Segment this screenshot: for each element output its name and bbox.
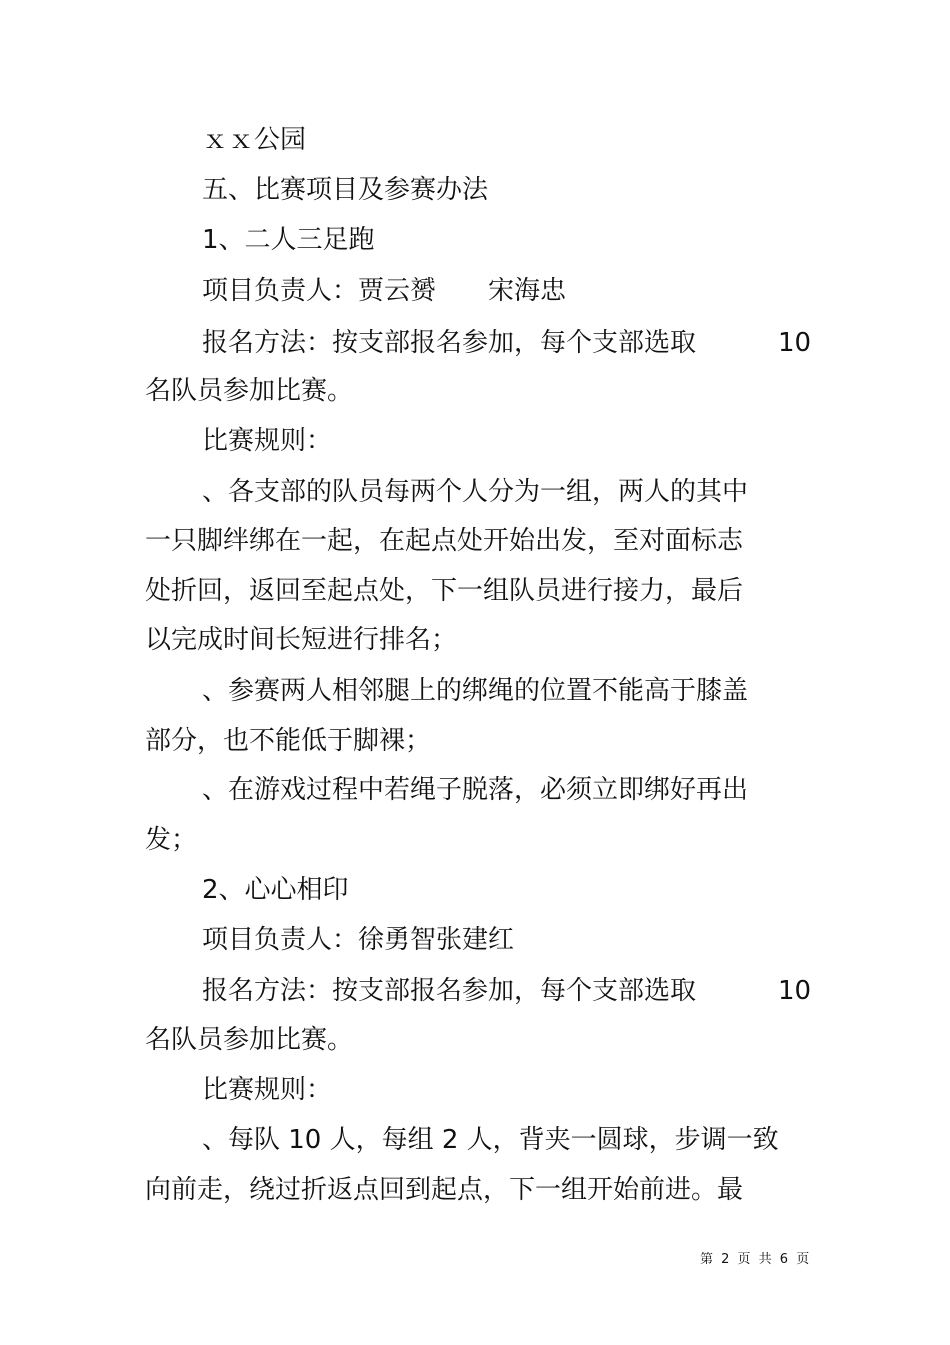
event-1-rules-heading: 比赛规则： [202,426,333,456]
venue-line: ｘｘ公园 [202,125,307,155]
event-1-rule-3-cont: 发； [145,825,198,855]
event-1-signup: 报名方法：按支部报名参加，每个支部选取 [202,328,697,358]
event-1-rule-3: 、在游戏过程中若绳子脱落，必须立即绑好再出 [202,775,749,805]
event-1-rule-1-cont: 一只脚绊绑在一起，在起点处开始出发，至对面标志 [145,526,744,556]
event-1-rule-2: 、参赛两人相邻腿上的绑绳的位置不能高于膝盖 [202,676,749,706]
event-1-title: 1、二人三足跑 [202,225,375,255]
event-2-title: 2、心心相印 [202,875,349,905]
event-2-team-size: 10 [778,976,812,1006]
event-2-signup: 报名方法：按支部报名参加，每个支部选取 [202,976,697,1006]
event-1-rule-1-cont: 处折回，返回至起点处，下一组队员进行接力，最后 [145,576,744,606]
event-2-rules-heading: 比赛规则： [202,1075,333,1105]
event-2-signup-cont: 名队员参加比赛。 [145,1025,354,1055]
event-1-signup-cont: 名队员参加比赛。 [145,376,354,406]
event-1-rule-2-cont: 部分，也不能低于脚裸； [145,726,432,756]
event-2-leaders: 项目负责人：徐勇智张建红 [202,925,515,955]
event-2-rule-1-cont: 向前走，绕过折返点回到起点，下一组开始前进。最 [145,1175,744,1205]
page-number: 第 2 页 共 6 页 [700,1252,812,1267]
event-2-rule-1: 、每队 10 人，每组 2 人，背夹一圆球，步调一致 [202,1125,779,1155]
event-1-rule-1: 、各支部的队员每两个人分为一组，两人的其中 [202,477,749,507]
event-1-leaders: 项目负责人：贾云赟 宋海忠 [202,276,567,306]
event-1-team-size: 10 [778,328,812,358]
event-1-rule-1-cont: 以完成时间长短进行排名； [145,625,458,655]
section-heading: 五、比赛项目及参赛办法 [202,175,489,205]
